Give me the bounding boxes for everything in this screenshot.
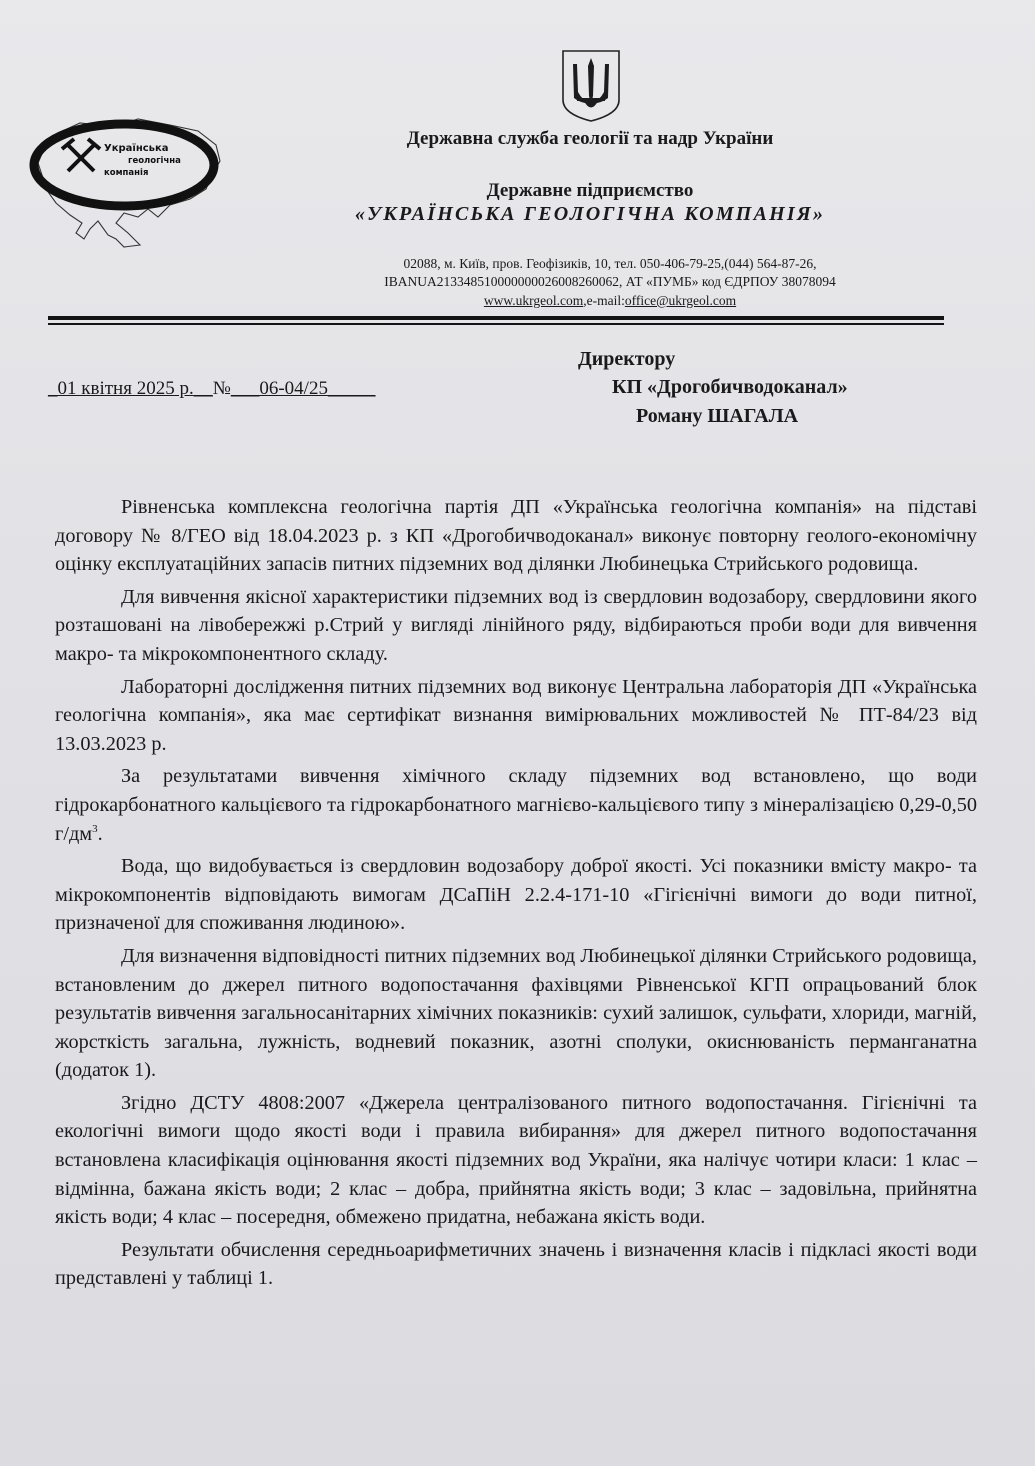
number-sign: №: [212, 378, 231, 399]
letter-date: 01 квітня 2025 р.: [57, 378, 194, 399]
paragraph-5: Вода, що видобувається із свердловин водозабору доброї якості. Усі показники вмісту макро- та мікрокомпонентів відповідають вимогам ДСаПіН 2.2.4-171-10 «Гігієнічні вимоги до води питної, призначеної для споживання людиною».: [55, 855, 977, 935]
paragraph-6: Для визначення відповідності питних підземних вод Любинецької ділянки Стрийського родовища, встановленим до джерел питного водопостачання фахівцями Рівненської КГП опрацьований блок результатів вивчення загальносанітарних хімічних показників: сухий залишок, сульфати, хлориди, магній, жорсткість загальна, лужність, водневий показник, азотні сполуки, окиснюваність перманганатна (додаток 1).: [55, 944, 977, 1082]
company-logo: [20, 105, 225, 255]
email-label: ,e-mail:: [583, 293, 625, 308]
reference-line: _01 квітня 2025 р.__№___06-04/25_____: [48, 378, 376, 399]
logo-text-line-3: компанія: [104, 168, 149, 178]
addressee-organization: КП «Дрогобичводоканал»: [612, 376, 848, 398]
letter-number: 06-04/25: [259, 378, 328, 399]
agency-name: Державна служба геології та надр України: [406, 128, 774, 149]
paragraph-4-text: За результатами вивчення хімічного складу підземних вод встановлено, що води гідрокарбонатного кальцієвого та гідрокарбонатного магнієво-кальцієвого типу з мінералізацією 0,29-0,50 г/дм: [55, 765, 977, 845]
website-link[interactable]: www.ukrgeol.com: [483, 293, 584, 308]
paragraph-4-end: .: [97, 822, 103, 845]
email-link[interactable]: office@ukrgeol.com: [624, 293, 737, 308]
contacts-line: [290, 293, 930, 309]
paragraph-7: Згідно ДСТУ 4808:2007 «Джерела централізованого питного водопостачання. Гігієнічні та екологічні вимоги щодо якості води і правила вибирання» для джерел питного водопостачання встановлена класифікація оцінювання якості підземних вод України, яка налічує чотири класи: 1 клас – відмінна, бажана якість води; 2 клас – добра, прийнятна якість води; 3 клас – задовільна, прийнятна якість води; 4 клас – посередня, обмежено придатна, небажана якість води.: [55, 1091, 977, 1229]
addressee-name: Роману ШАГАЛА: [636, 405, 799, 427]
bank-details-line: IBANUA213348510000000026008260062, АТ «ПУМБ» код ЄДРПОУ 38078094: [384, 274, 836, 289]
company-name: «УКРАЇНСЬКА ГЕОЛОГІЧНА КОМПАНІЯ»: [354, 203, 826, 225]
header-divider-thin: [48, 323, 944, 325]
letter-body: [55, 493, 977, 1293]
logo-text-line-1: Українська: [104, 143, 169, 154]
addressee-position: Директору: [578, 348, 676, 370]
superscript-3: 3: [92, 822, 98, 835]
paragraph-2: Для вивчення якісної характеристики підземних вод із свердловин водозабору, свердловини якого розташовані на лівобережжі р.Стрий у вигляді лінійного ряду, відбираються проби води для вивчення макро- та мікрокомпонентного складу.: [55, 585, 977, 665]
paragraph-4: [55, 762, 977, 848]
enterprise-type: Державне підприємство: [486, 180, 694, 201]
logo-text-line-2: геологічна: [128, 156, 181, 166]
coat-of-arms-icon: [560, 48, 622, 124]
paragraph-3: Лабораторні дослідження питних підземних вод виконує Центральна лабораторія ДП «Українська геологічна компанія», яка має сертифікат визнання вимірювальних можливостей № ПТ-84/23 від 13.03.2023 р.: [55, 675, 977, 755]
paragraph-1: Рівненська комплексна геологічна партія ДП «Українська геологічна компанія» на підставі договору № 8/ГЕО від 18.04.2023 р. з КП «Дрогобичводоканал» виконує повторну геолого-економічну оцінку експлуатаційних запасів питних підземних вод ділянки Любинецька Стрийського родовища.: [55, 496, 977, 576]
paragraph-8: Результати обчислення середньоарифметичних значень і визначення класів і підкласі якості води представлені у таблиці 1.: [55, 1238, 977, 1290]
header-divider-thick: [48, 316, 944, 320]
address-line: 02088, м. Київ, пров. Геофізиків, 10, тел. 050-406-79-25,(044) 564-87-26,: [403, 256, 817, 271]
